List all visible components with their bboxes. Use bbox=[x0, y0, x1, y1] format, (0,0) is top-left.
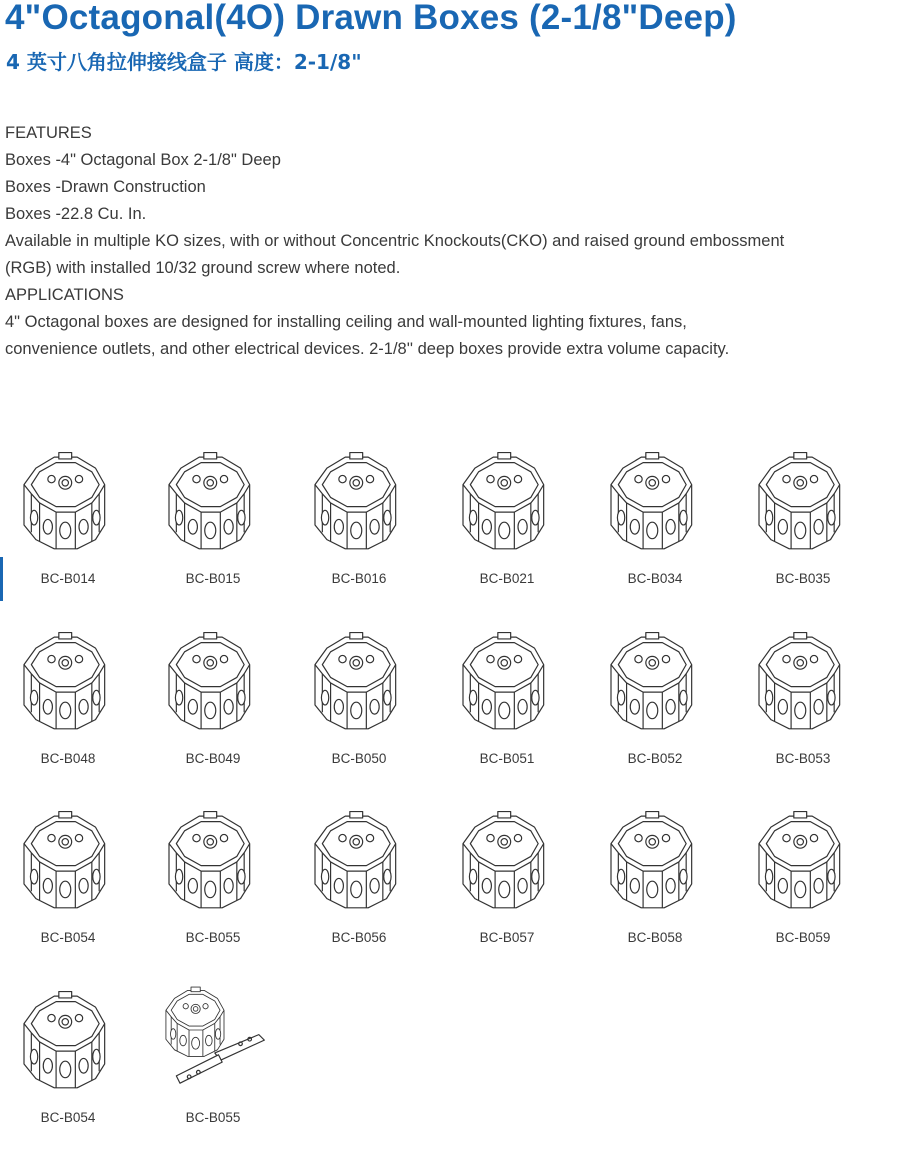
product-code: BC-B051 bbox=[479, 751, 535, 766]
applications-heading: APPLICATIONS bbox=[5, 286, 124, 304]
product-code: BC-B059 bbox=[775, 930, 831, 945]
product-item bbox=[442, 804, 572, 954]
octagonal-box-with-bracket-icon bbox=[158, 984, 268, 1099]
octagonal-box-icon bbox=[158, 804, 268, 919]
product-code: BC-B054 bbox=[40, 1110, 96, 1125]
product-item bbox=[738, 625, 868, 775]
octagonal-box-icon bbox=[13, 804, 123, 919]
product-item bbox=[590, 445, 720, 595]
product-item bbox=[294, 804, 424, 954]
feature-line: Available in multiple KO sizes, with or without Concentric Knockouts(CKO) and raised ground embossment bbox=[5, 232, 785, 250]
product-item bbox=[442, 625, 572, 775]
octagonal-box-icon bbox=[304, 445, 414, 560]
product-code: BC-B055 bbox=[185, 1110, 241, 1125]
product-code: BC-B050 bbox=[331, 751, 387, 766]
product-code: BC-B034 bbox=[627, 571, 683, 586]
octagonal-box-icon bbox=[304, 625, 414, 740]
application-line: convenience outlets, and other electrical devices. 2-1/8'' deep boxes provide extra volume capacity. bbox=[5, 340, 730, 358]
page-title: 4"Octagonal(4O) Drawn Boxes (2-1/8"Deep) bbox=[5, 0, 737, 37]
octagonal-box-icon bbox=[304, 804, 414, 919]
product-item bbox=[738, 445, 868, 595]
product-code: BC-B058 bbox=[627, 930, 683, 945]
octagonal-box-icon bbox=[748, 445, 858, 560]
product-code: BC-B048 bbox=[40, 751, 96, 766]
octagonal-box-icon bbox=[13, 984, 123, 1099]
product-item bbox=[442, 445, 572, 595]
octagonal-box-icon bbox=[158, 625, 268, 740]
product-code: BC-B057 bbox=[479, 930, 535, 945]
octagonal-box-icon bbox=[748, 804, 858, 919]
feature-line: Boxes -22.8 Cu. In. bbox=[5, 205, 147, 223]
product-item bbox=[148, 804, 278, 954]
product-item bbox=[3, 804, 133, 954]
feature-line: Boxes -4" Octagonal Box 2-1/8" Deep bbox=[5, 151, 281, 169]
product-code: BC-B056 bbox=[331, 930, 387, 945]
octagonal-box-icon bbox=[13, 445, 123, 560]
product-item bbox=[294, 445, 424, 595]
octagonal-box-icon bbox=[600, 625, 710, 740]
description-block bbox=[5, 120, 885, 363]
product-item bbox=[148, 984, 278, 1134]
octagonal-box-icon bbox=[452, 445, 562, 560]
octagonal-box-icon bbox=[452, 804, 562, 919]
octagonal-box-icon bbox=[452, 625, 562, 740]
product-code: BC-B049 bbox=[185, 751, 241, 766]
product-code: BC-B055 bbox=[185, 930, 241, 945]
product-code: BC-B016 bbox=[331, 571, 387, 586]
features-heading: FEATURES bbox=[5, 124, 92, 142]
octagonal-box-icon bbox=[13, 625, 123, 740]
product-code: BC-B054 bbox=[40, 930, 96, 945]
product-code: BC-B052 bbox=[627, 751, 683, 766]
octagonal-box-icon bbox=[158, 445, 268, 560]
product-item bbox=[294, 625, 424, 775]
product-code: BC-B035 bbox=[775, 571, 831, 586]
product-item bbox=[3, 625, 133, 775]
product-item bbox=[590, 804, 720, 954]
product-code: BC-B021 bbox=[479, 571, 535, 586]
application-line: 4" Octagonal boxes are designed for installing ceiling and wall-mounted lighting fixtures, fans, bbox=[5, 313, 687, 331]
page-subtitle-chinese: 4 英寸八角拉伸接线盒子 高度：2-1/8" bbox=[6, 50, 362, 74]
octagonal-box-icon bbox=[600, 804, 710, 919]
product-code: BC-B014 bbox=[40, 571, 96, 586]
product-code: BC-B053 bbox=[775, 751, 831, 766]
feature-line: (RGB) with installed 10/32 ground screw where noted. bbox=[5, 259, 401, 277]
product-item bbox=[3, 984, 133, 1134]
product-item bbox=[738, 804, 868, 954]
product-item bbox=[3, 445, 133, 595]
feature-line: Boxes -Drawn Construction bbox=[5, 178, 206, 196]
octagonal-box-icon bbox=[600, 445, 710, 560]
product-item bbox=[148, 625, 278, 775]
octagonal-box-icon bbox=[748, 625, 858, 740]
product-code: BC-B015 bbox=[185, 571, 241, 586]
product-item bbox=[148, 445, 278, 595]
product-item bbox=[590, 625, 720, 775]
